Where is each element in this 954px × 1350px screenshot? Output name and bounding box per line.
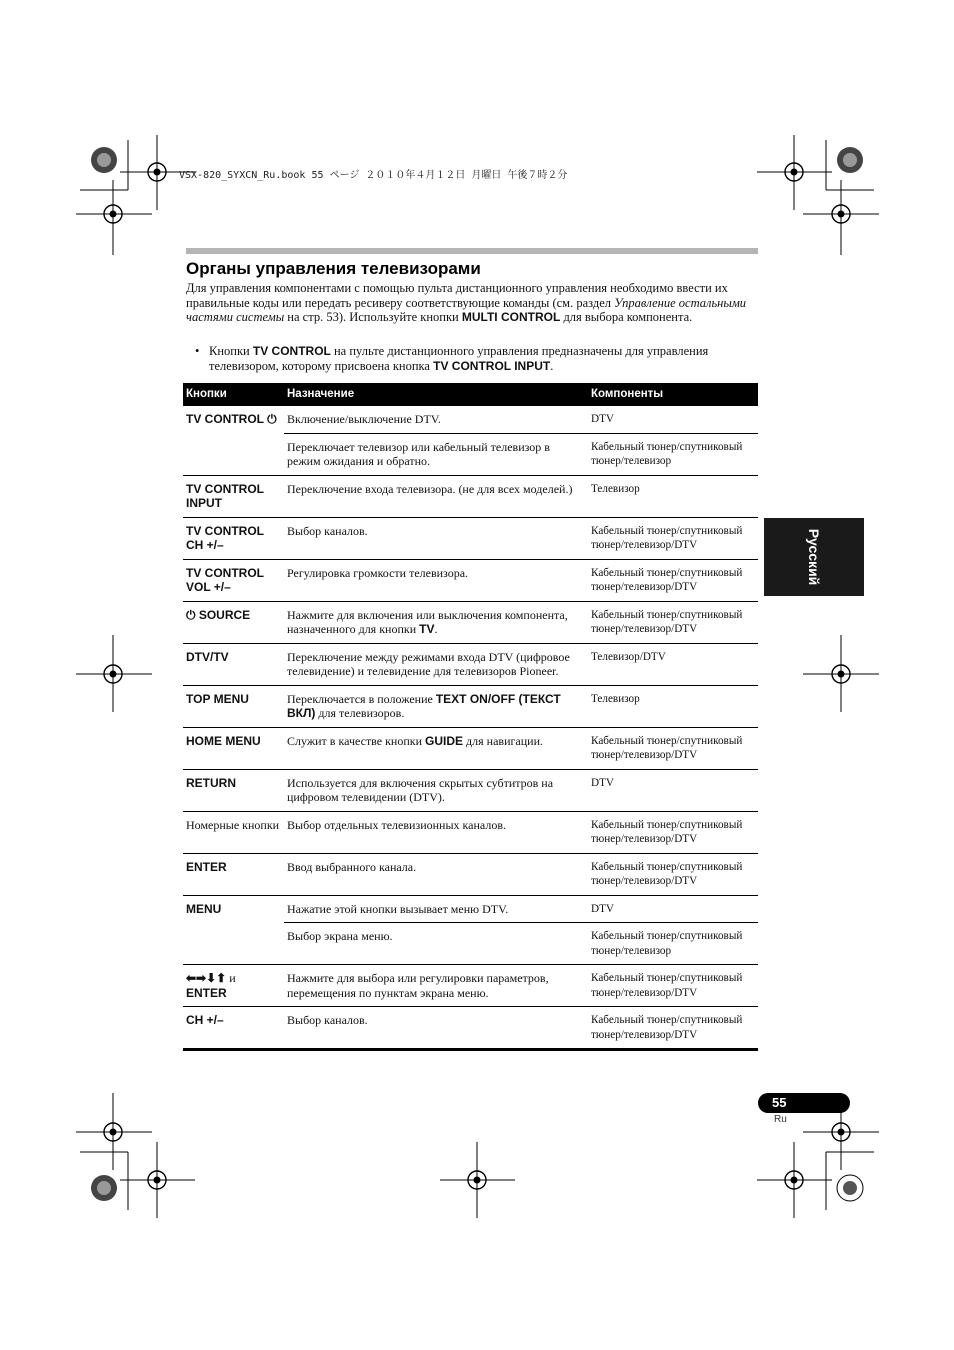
row-components: Кабельный тюнер/спутниковый тюнер/телевизор/DTV [588, 811, 758, 853]
row-button: MENU [183, 895, 284, 923]
row-button [183, 923, 284, 965]
row-purpose: Включение/выключение DTV. [284, 406, 588, 434]
table-row [183, 1007, 758, 1050]
tv-controls-table [183, 383, 758, 1051]
row-purpose: Ввод выбранного канала. [284, 853, 588, 895]
table-row [183, 601, 758, 643]
table-row [183, 853, 758, 895]
col-header-components: Компоненты [588, 383, 758, 406]
row-button: TV CONTROL CH +/– [183, 517, 284, 559]
table-row [183, 475, 758, 517]
row-components: Кабельный тюнер/спутниковый тюнер/телевизор/DTV [588, 853, 758, 895]
file-header: VSX-820_SYXCN_Ru.book 55 ページ ２０１０年４月１２日 月曜日 午後７時２分 [179, 170, 568, 181]
row-purpose: Выбор экрана меню. [284, 923, 588, 965]
row-button [183, 433, 284, 475]
section-bar [186, 248, 758, 254]
row-components: Кабельный тюнер/спутниковый тюнер/телевизор/DTV [588, 727, 758, 769]
row-button: TOP MENU [183, 685, 284, 727]
table-row [183, 433, 758, 475]
row-purpose: Переключает телевизор или кабельный телевизор в режим ожидания и обратно. [284, 433, 588, 475]
row-button: DTV/TV [183, 643, 284, 685]
row-components: Кабельный тюнер/спутниковый тюнер/телевизор/DTV [588, 559, 758, 601]
row-purpose: Переключение входа телевизора. (не для всех моделей.) [284, 475, 588, 517]
col-header-buttons: Кнопки [183, 383, 284, 406]
section-title: Органы управления телевизорами [186, 259, 481, 278]
table-row [183, 895, 758, 923]
row-components: Телевизор [588, 475, 758, 517]
row-purpose: Выбор отдельных телевизионных каналов. [284, 811, 588, 853]
row-purpose: Нажатие этой кнопки вызывает меню DTV. [284, 895, 588, 923]
row-purpose: Используется для включения скрытых субтитров на цифровом телевидении (DTV). [284, 769, 588, 811]
row-button: TV CONTROL ⏻ [183, 406, 284, 434]
row-components: DTV [588, 769, 758, 811]
table-row [183, 685, 758, 727]
table-row [183, 643, 758, 685]
row-purpose: Нажмите для выбора или регулировки параметров, перемещения по пунктам экрана меню. [284, 965, 588, 1007]
row-purpose: Переключение между режимами входа DTV (цифровое телевидение) и телевидение для телевизоров Pioneer. [284, 643, 588, 685]
row-button: ENTER [183, 853, 284, 895]
row-components: Кабельный тюнер/спутниковый тюнер/телевизор/DTV [588, 965, 758, 1007]
row-button: RETURN [183, 769, 284, 811]
language-tab-label: Русский [806, 528, 822, 586]
row-components: DTV [588, 406, 758, 434]
table-row [183, 406, 758, 434]
col-header-purpose: Назначение [284, 383, 588, 406]
page-language: Ru [774, 1114, 787, 1125]
row-components: DTV [588, 895, 758, 923]
row-purpose: Регулировка громкости телевизора. [284, 559, 588, 601]
row-button: HOME MENU [183, 727, 284, 769]
row-purpose: Выбор каналов. [284, 517, 588, 559]
row-button: ⏻ SOURCE [183, 601, 284, 643]
row-components: Кабельный тюнер/спутниковый тюнер/телевизор/DTV [588, 601, 758, 643]
row-components: Кабельный тюнер/спутниковый тюнер/телевизор [588, 923, 758, 965]
table-row [183, 965, 758, 1007]
table-row [183, 811, 758, 853]
page-number-badge [758, 1093, 850, 1113]
row-purpose: Нажмите для включения или выключения компонента, назначенного для кнопки TV. [284, 601, 588, 643]
row-components: Кабельный тюнер/спутниковый тюнер/телевизор/DTV [588, 1007, 758, 1050]
row-button: Номерные кнопки [183, 811, 284, 853]
row-button: CH +/– [183, 1007, 284, 1050]
table-row [183, 517, 758, 559]
table-row [183, 923, 758, 965]
table-row [183, 727, 758, 769]
row-components: Кабельный тюнер/спутниковый тюнер/телевизор/DTV [588, 517, 758, 559]
row-components: Телевизор [588, 685, 758, 727]
row-purpose: Служит в качестве кнопки GUIDE для навигации. [284, 727, 588, 769]
language-tab [764, 518, 864, 596]
table-header-row [183, 383, 758, 406]
row-components: Кабельный тюнер/спутниковый тюнер/телевизор [588, 433, 758, 475]
row-purpose: Выбор каналов. [284, 1007, 588, 1050]
arrow-keys-icon: ⬅➡⬇⬆ [186, 971, 227, 985]
bullet-dot: • [195, 344, 200, 358]
row-button: ⬅➡⬇⬆ и ENTER [183, 965, 284, 1007]
row-purpose: Переключается в положение TEXT ON/OFF (ТЕКСТ ВКЛ) для телевизоров. [284, 685, 588, 727]
page-number: 55 [772, 1095, 787, 1110]
row-components: Телевизор/DTV [588, 643, 758, 685]
intro-paragraph: Для управления компонентами с помощью пульта дистанционного управления необходимо ввести их правильные коды или передать ресиверу соответствующие команды (см. раздел Управление остальными частями системы на стр. 53). Используйте кнопки MULTI CONTROL для выбора компонента. [186, 281, 747, 325]
row-button: TV CONTROL INPUT [183, 475, 284, 517]
table-row [183, 769, 758, 811]
cross-reference: Управление остальными частями системы [186, 295, 747, 325]
row-button: TV CONTROL VOL +/– [183, 559, 284, 601]
table-row [183, 559, 758, 601]
